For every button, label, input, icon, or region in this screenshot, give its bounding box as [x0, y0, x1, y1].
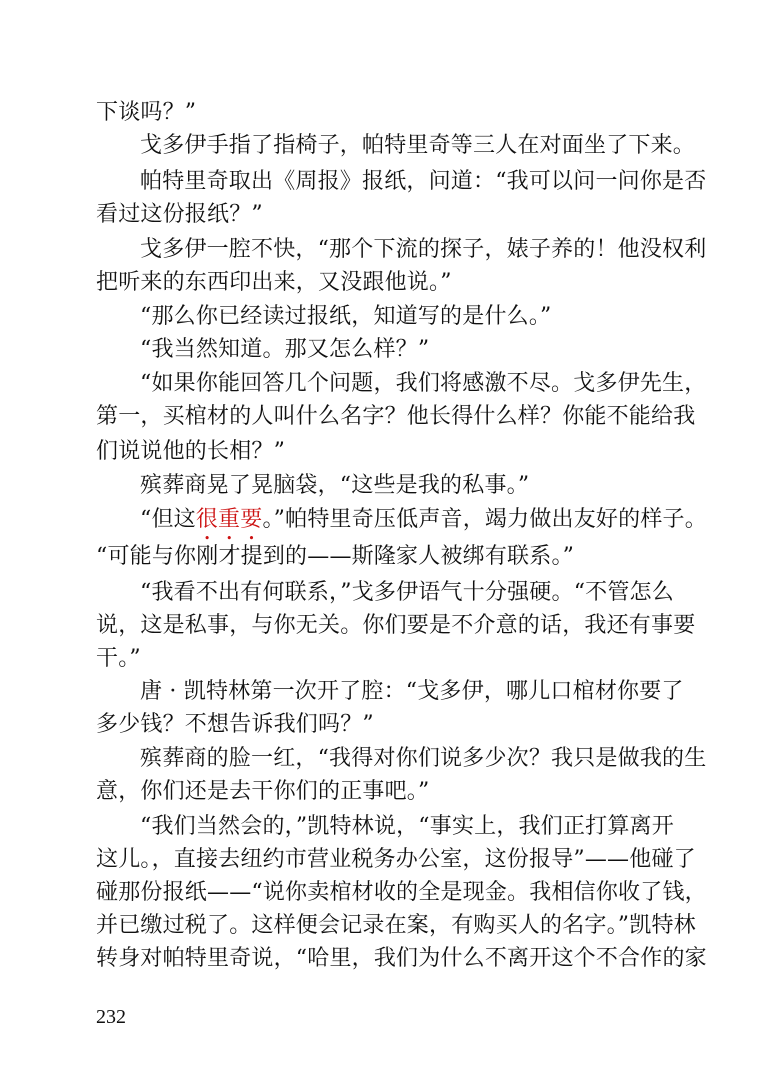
text-line: 第一，买棺材的人叫什么名字？他长得什么样？你能不能给我 [96, 404, 696, 429]
text-line-with-emphasis [140, 505, 707, 545]
text-line: 说，这是私事，与你无关。你们要是不介意的话，我还有事要 [96, 613, 696, 638]
page-number: 232 [96, 1006, 126, 1028]
text-line: 转身对帕特里奇说，“哈里，我们为什么不离开这个不合作的家 [96, 946, 707, 971]
text-line: 把听来的东西印出来，又没跟他说。” [96, 270, 452, 295]
text-line: 看过这份报纸？” [96, 202, 263, 227]
emphasized-text [196, 507, 263, 532]
text-line: 多少钱？不想告诉我们吗？” [96, 712, 374, 737]
text-line: 并已缴过税了。这样便会记录在案，有购买人的名字。”凯特林 [96, 913, 696, 938]
text-line: 这儿。，直接去纽约市营业税务办公室，这份报导”——他碰了 [96, 847, 696, 872]
emphasis-prefix: “但这 [140, 507, 196, 532]
text-line: 唐 · 凯特林第一次开了腔：“戈多伊，哪儿口棺材你要了 [140, 679, 684, 704]
text-line: 殡葬商晃了晃脑袋，“这些是我的私事。” [140, 473, 530, 498]
text-line: 殡葬商的脸一红，“我得对你们说多少次？我只是做我的生 [140, 746, 707, 771]
text-line: 帕特里奇取出《周报》报纸，问道：“我可以问一问你是否 [140, 169, 707, 194]
text-line: 戈多伊一腔不快，“那个下流的探子，婊子养的！他没权利 [140, 237, 707, 262]
text-line: 干。” [96, 646, 141, 671]
text-line: “如果你能回答几个问题，我们将感激不尽。戈多伊先生， [140, 371, 707, 396]
emphasized-words: 很重要 [195, 507, 263, 532]
text-line: 意，你们还是去干你们的正事吧。” [96, 779, 430, 804]
text-line: 碰那份报纸——“说你卖棺材收的全是现金。我相信你收了钱， [96, 880, 707, 905]
text-line: “我们当然会的，”凯特林说，“事实上，我们正打算离开 [140, 814, 674, 839]
text-line: “我当然知道。那又怎么样？” [140, 337, 430, 362]
text-line: “那么你已经读过报纸，知道写的是什么。” [140, 304, 552, 329]
text-line: “我看不出有何联系，”戈多伊语气十分强硬。“不管怎么 [140, 580, 674, 605]
emphasis-suffix: 。”帕特里奇压低声音，竭力做出友好的样子。 [262, 507, 707, 532]
text-line: “可能与你刚才提到的——斯隆家人被绑有联系。” [96, 544, 575, 569]
text-line: 们说说他的长相？” [96, 439, 286, 464]
text-line: 戈多伊手指了指椅子，帕特里奇等三人在对面坐了下来。 [140, 133, 696, 158]
text-line: 下谈吗？” [96, 100, 197, 125]
